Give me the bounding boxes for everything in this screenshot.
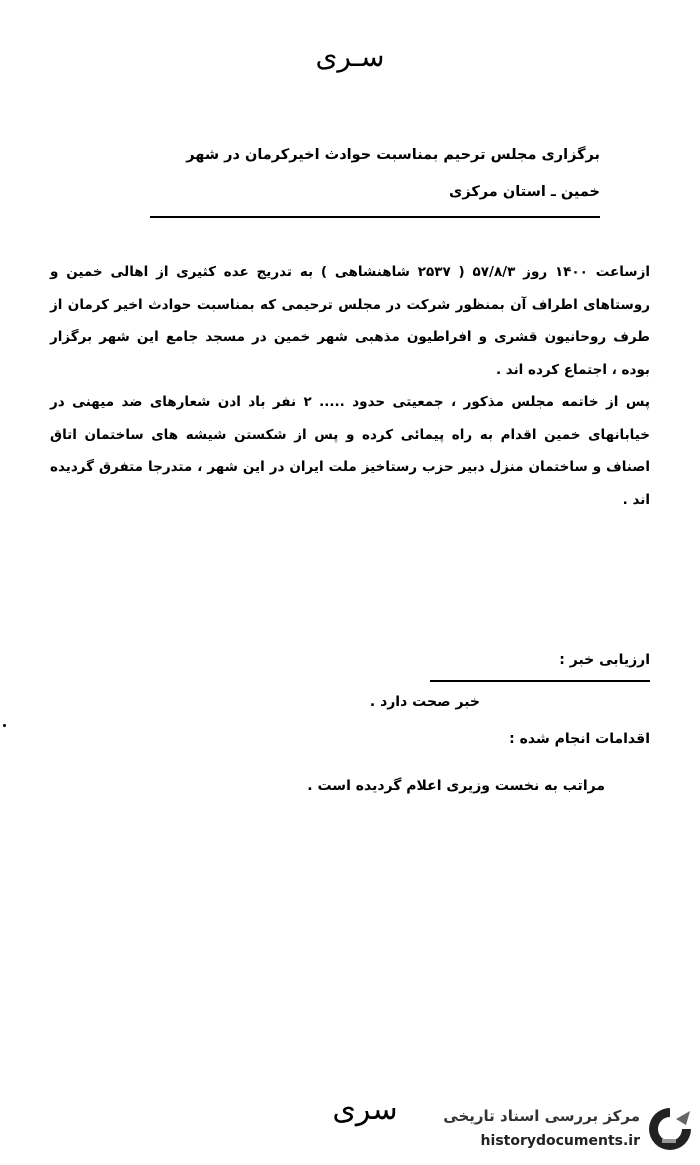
document-title-line1: برگزاری مجلس ترحیم بمناسبت حوادث اخیرکرمان در شهر [186, 147, 600, 163]
evaluation-label: ارزیابی خبر : [559, 652, 650, 668]
scan-speck [3, 724, 6, 727]
actions-label: اقدامات انجام شده : [509, 731, 650, 747]
archive-url: historydocuments.ir [480, 1133, 640, 1149]
archive-emblem-icon [646, 1105, 694, 1153]
archive-title: مرکز بررسی اسناد تاریخی [443, 1107, 640, 1125]
body-paragraph-1: ازساعت ۱۴۰۰ روز ۵۷/۸/۳ ( ۲۵۳۷ شاهنشاهی ) به تدریج عده کثیری از اهالی خمین و روستاهای اطراف آن بمنظور شرکت در مجلس ترحیمی که بمناسبت حوادث اخیر کرمان از طرف روحانیون قشری و افراطیون مذهبی شهر خمین در مسجد جامع این شهر برگزار بوده ، اجتماع کرده اند . [50, 264, 650, 378]
document-title-line2: خمین ـ استان مرکزی [449, 184, 600, 200]
classification-footer: سری [332, 1092, 398, 1127]
evaluation-underline [430, 680, 650, 682]
document-body [50, 256, 650, 516]
actions-value: مراتب به نخست وزیری اعلام گردیده است . [307, 778, 605, 794]
title-underline [150, 216, 600, 218]
classification-header: سـری [315, 40, 385, 73]
body-paragraph-2: پس از خاتمه مجلس مذکور ، جمعیتی حدود ..... ۲ نفر باد ادن شعارهای ضد میهنی در خیابانهای خمین اقدام به راه پیمائی کرده و پس از شکستن شیشه های ساختمان اتاق اصناف و ساختمان منزل دبیر حزب رستاخیز ملت ایران در این شهر ، متدرجا متفرق گردیده اند . [50, 394, 650, 508]
evaluation-value: خبر صحت دارد . [369, 694, 480, 710]
archive-watermark-logo [420, 1101, 698, 1159]
